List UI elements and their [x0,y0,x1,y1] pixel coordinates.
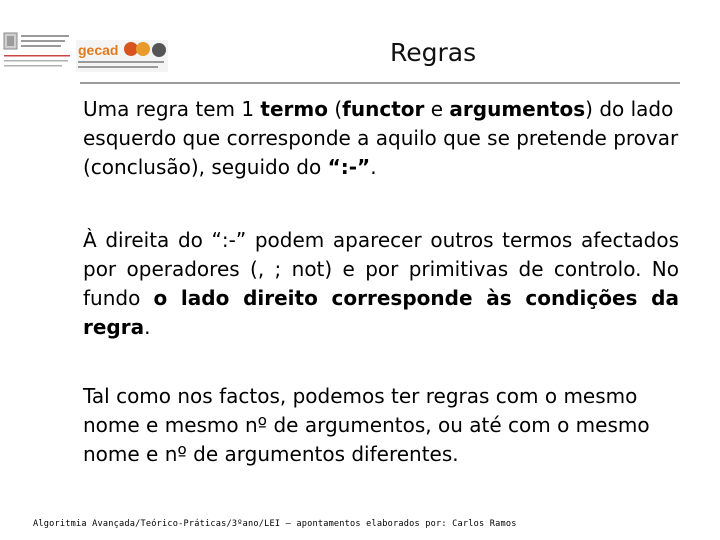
emphasis-operator: “:-” [327,155,371,179]
emphasis-termo: termo [260,97,328,121]
text: . [144,315,151,339]
text: À direita do “:-” podem aparecer outros termos afectados por operadores (, ; not) e por primitivas de controlo. No fundo [83,228,679,310]
svg-text:gecad: gecad [78,42,119,58]
text: ) do lado esquerdo que corresponde a aquilo que se pretende provar (conclusão), seguido do [83,97,679,179]
emphasis-functor: functor [342,97,425,121]
text: Tal como nos factos, podemos ter regras com o mesmo nome e mesmo nº de argumentos, ou até com o mesmo nome e nº de argumentos diferentes. [83,384,650,466]
paragraph-right-side [83,226,679,342]
text: ( [328,97,343,121]
text: Uma regra tem 1 [83,97,261,121]
slide-title: Regras [390,38,477,67]
paragraph-rule-definition [83,95,679,182]
title-divider [80,82,680,84]
emphasis-conditions: o lado direito corresponde às condições da regra [83,286,679,339]
isep-logo [2,30,72,74]
footer-credits: Algoritmia Avançada/Teórico-Práticas/3ºano/LEI – apontamentos elaborados por: Carlos Ramos [33,519,517,529]
text: e [424,97,450,121]
gecad-logo [76,40,168,72]
emphasis-argumentos: argumentos [449,97,586,121]
text: . [370,155,377,179]
paragraph-same-name [83,382,679,469]
